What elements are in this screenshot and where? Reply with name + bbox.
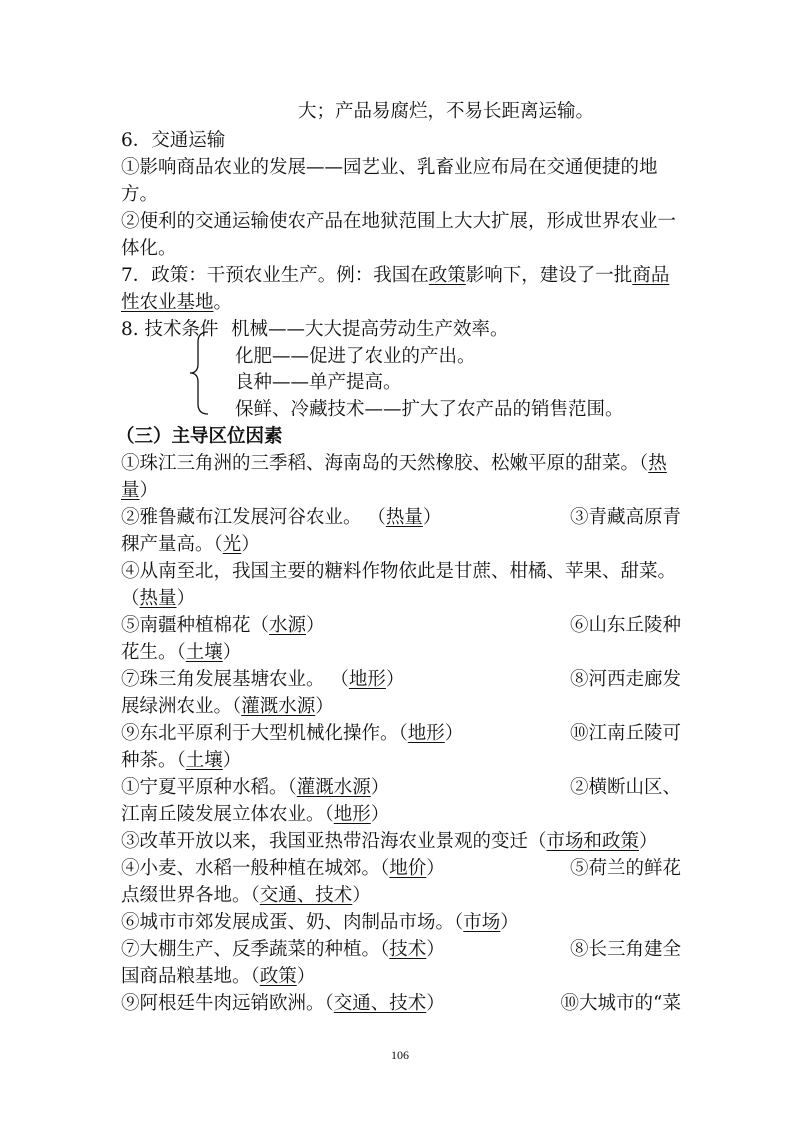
- text-run: 国商品粮基地。（: [121, 966, 260, 987]
- answer-underline: 灌溉水源: [241, 696, 316, 717]
- text-run: 稞产量高。（: [121, 534, 223, 555]
- text-run: ）: [422, 507, 442, 528]
- text-line: [121, 478, 681, 504]
- text-line: ④从南至北，我国主要的糖料作物依此是甘蔗、柑橘、苹果、甜菜。: [121, 561, 677, 582]
- text-run: ）: [444, 723, 464, 744]
- answer-underline: 技术: [389, 939, 427, 960]
- text-run: 影响下，建设了一批: [465, 265, 633, 286]
- text-run: ）: [370, 777, 390, 798]
- answer-underline: 地价: [389, 858, 427, 879]
- text-line: [121, 640, 681, 666]
- answer-underline: 土壤: [185, 642, 223, 663]
- text-line: [121, 748, 681, 774]
- answer-underline: 量: [121, 480, 140, 501]
- text-line: ①影响商品农业的发展——园艺业、乳畜业应布局在交通便捷的地: [121, 157, 658, 178]
- text-run: ）: [385, 669, 405, 690]
- text-run: ）: [222, 750, 242, 771]
- text-run: ）: [176, 588, 196, 609]
- text-run: ⑤荷兰的鲜花: [569, 858, 681, 879]
- text-run: ②雅鲁藏布江发展河谷农业。 （: [121, 507, 386, 528]
- text-run: ）: [315, 696, 334, 717]
- text-run: 展绿洲农业。（: [121, 696, 242, 717]
- text-line: 化肥——促进了农业的产出。: [235, 346, 476, 367]
- text-run: ）: [426, 993, 445, 1014]
- text-line: 大；产品易腐烂，不易长距离运输。: [298, 101, 595, 122]
- text-run: ）: [222, 642, 242, 663]
- text-line: [121, 775, 681, 801]
- text-run: ）: [241, 534, 260, 555]
- answer-underline: 商品: [632, 265, 670, 286]
- answer-underline: 性农业基地: [121, 292, 214, 313]
- answer-underline: 土壤: [185, 750, 223, 771]
- answer-underline: 地形: [333, 804, 371, 825]
- text-run: ）: [296, 966, 316, 987]
- answer-underline: 热量: [385, 507, 423, 528]
- curly-brace-icon: [186, 330, 212, 416]
- text-line: [121, 910, 681, 936]
- text-run: ⑩江南丘陵可: [569, 723, 681, 744]
- text-run: ）: [306, 615, 325, 636]
- text-run: ①珠江三角洲的三季稻、海南岛的天然橡胶、松嫩平原的甜菜。（: [121, 453, 649, 474]
- answer-underline: 光: [222, 534, 242, 555]
- text-run: 花生。（: [121, 642, 186, 663]
- text-run: ④小麦、水稻一般种植在城郊。（: [121, 858, 390, 879]
- text-line: [121, 883, 681, 909]
- answer-underline: 政策: [428, 265, 466, 286]
- text-run: 7．政策：干预农业生产。例：我国在: [121, 265, 429, 286]
- text-line: 体化。: [121, 238, 177, 259]
- text-run: ⑧河西走廊发: [569, 669, 681, 690]
- answer-underline: 交通、技术: [333, 993, 427, 1014]
- text-line: [121, 991, 681, 1017]
- text-run: ⑤南疆种植棉花（: [121, 615, 270, 636]
- answer-underline: 市场和政策: [546, 831, 640, 852]
- text-line: [121, 667, 681, 693]
- text-line: 良种——单产提高。: [235, 372, 402, 393]
- text-line: [121, 694, 681, 720]
- text-run: ⑧长三角建全: [569, 939, 681, 960]
- page-number: 106: [391, 1048, 409, 1062]
- text-run: ）: [370, 804, 390, 825]
- answer-underline: 市场: [463, 912, 501, 933]
- section-heading: 6．交通运输: [121, 130, 226, 151]
- text-run: ②横断山区、: [569, 777, 681, 798]
- text-line: [121, 829, 681, 855]
- text-run: ⑦大棚生产、反季蔬菜的种植。（: [121, 939, 390, 960]
- text-run: ③青藏高原青: [569, 507, 681, 528]
- answer-underline: 交通、技术: [259, 885, 353, 906]
- text-run: ⑥山东丘陵种: [569, 615, 681, 636]
- answer-underline: 热量: [139, 588, 177, 609]
- text-line: 机械——大大提高劳动生产效率。: [231, 319, 509, 340]
- text-line: [121, 263, 681, 289]
- text-run: ⑩大城市的“菜: [560, 993, 681, 1014]
- text-run: ⑥城市市郊发展成蛋、奶、肉制品市场。（: [121, 912, 464, 933]
- text-run: 8. 技术条件: [121, 319, 219, 340]
- text-run: ⑨东北平原利于大型机械化操作。（: [121, 723, 408, 744]
- text-run: ①宁夏平原种水稻。（: [121, 777, 297, 798]
- text-line: [121, 721, 681, 747]
- text-line: 保鲜、冷藏技术——扩大了农产品的销售范围。: [235, 399, 624, 420]
- text-run: ⑨阿根廷牛肉远销欧洲。（: [121, 993, 334, 1014]
- text-run: ）: [352, 885, 371, 906]
- text-line: [121, 586, 681, 612]
- text-line: [121, 290, 681, 316]
- answer-underline: 灌溉水源: [296, 777, 371, 798]
- answer-underline: 热: [648, 453, 667, 474]
- text-run: 。: [213, 292, 233, 313]
- text-run: ⑦珠三角发展基塘农业。 （: [121, 669, 349, 690]
- text-run: ）: [426, 939, 445, 960]
- text-line: [121, 937, 681, 963]
- text-line: [121, 964, 681, 990]
- answer-underline: 水源: [269, 615, 307, 636]
- section-heading: （三）主导区位因素: [116, 426, 283, 447]
- text-line: [121, 505, 681, 531]
- text-run: ）: [426, 858, 445, 879]
- text-line: [121, 451, 681, 477]
- text-line: [121, 802, 681, 828]
- text-run: （: [121, 588, 140, 609]
- text-run: 种茶。（: [121, 750, 186, 771]
- text-line: [121, 613, 681, 639]
- answer-underline: 地形: [407, 723, 445, 744]
- answer-underline: 政策: [259, 966, 297, 987]
- text-run: ③改革开放以来，我国亚热带沿海农业景观的变迁（: [121, 831, 547, 852]
- text-run: ）: [500, 912, 519, 933]
- text-line: [121, 856, 681, 882]
- text-line: [121, 532, 681, 558]
- text-run: ）: [639, 831, 658, 852]
- text-line: 方。: [121, 184, 159, 205]
- answer-underline: 地形: [348, 669, 386, 690]
- text-line: ②便利的交通运输使农产品在地狱范围上大大扩展，形成世界农业一: [121, 211, 677, 232]
- text-run: 江南丘陵发展立体农业。（: [121, 804, 334, 825]
- text-run: 点缀世界各地。（: [121, 885, 260, 906]
- text-run: ）: [139, 480, 159, 501]
